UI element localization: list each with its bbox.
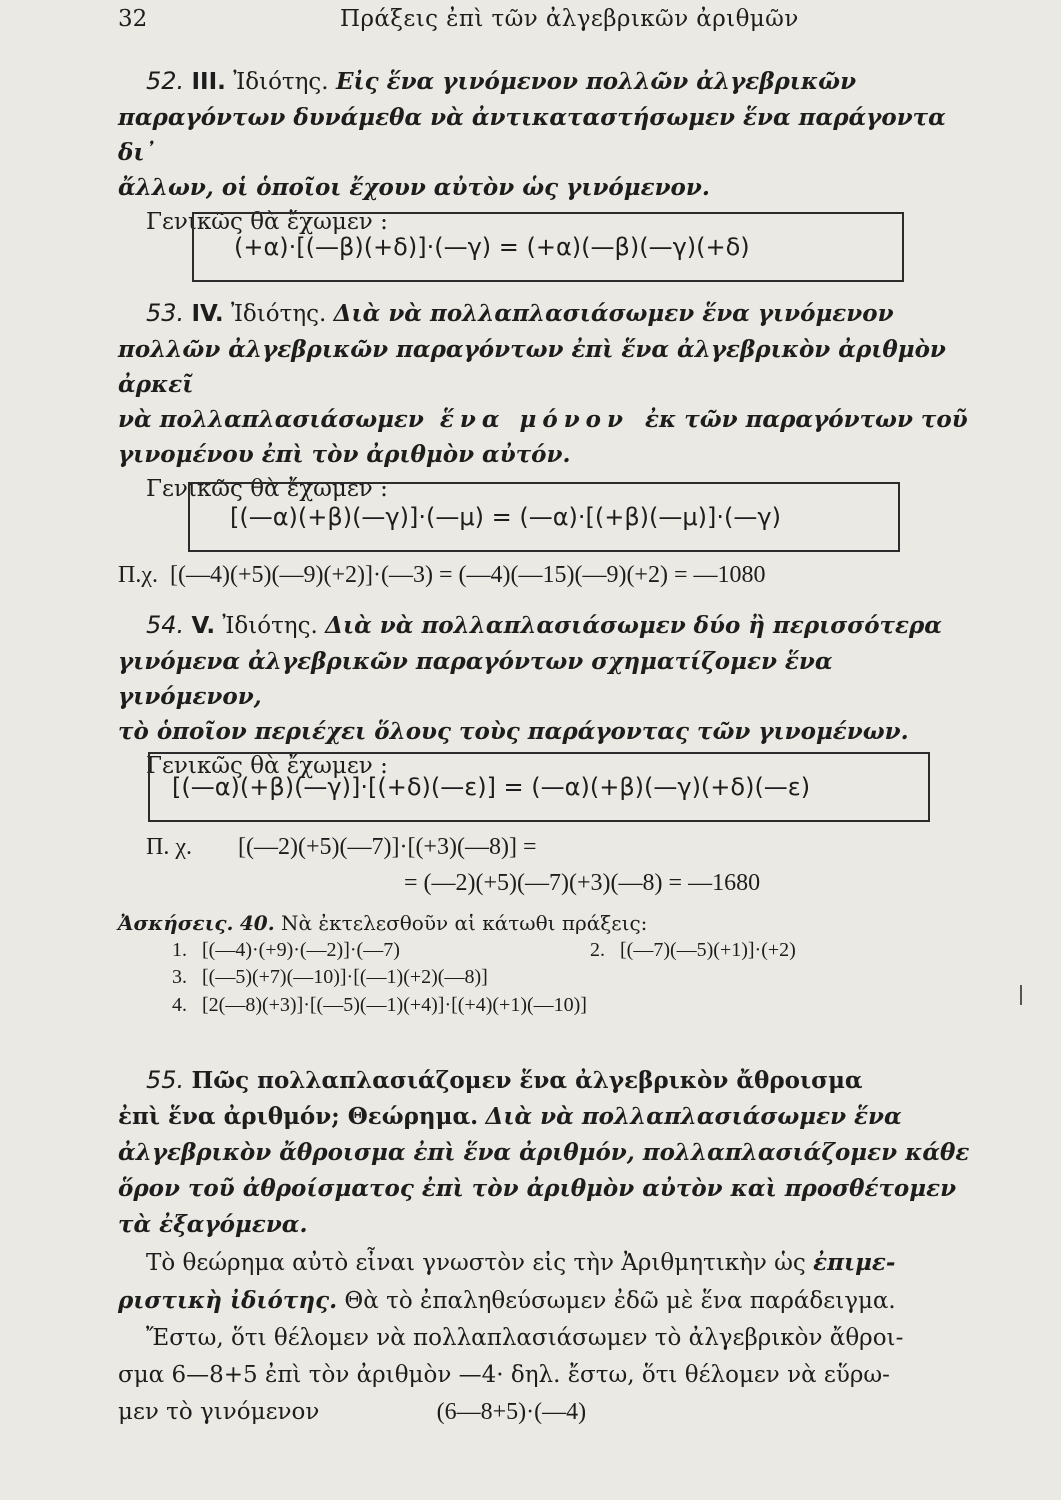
emphasis-term: ἐπιμε- [813,1249,896,1276]
paragraph-text: Ἔστω, ὅτι θέλομεν νὰ πολλαπλασιάσωμεν τὸ ἀλγεβρικὸν ἄθροι- [146,1325,904,1351]
exercise-expression: [(—7)(—5)(+1)]·(+2) [620,939,796,961]
section-55-explanation [118,1244,976,1431]
paragraph-text: Θὰ τὸ ἐπαληθεύσωμεν ἐδῶ μὲ ἕνα παράδειγμα. [344,1288,896,1314]
statement-line: Διὰ νὰ πολλαπλασιάσωμεν ἕνα γινόμενον [333,300,894,327]
paragraph-text: Τὸ θεώρημα αὐτὸ εἶναι γνωστὸν εἰς τὴν Ἀριθμητικὴν ὡς [146,1250,806,1276]
theorem-line: τὰ ἐξαγόμενα. [118,1211,308,1238]
example [146,834,536,861]
formula: [(—α)(+β)(—γ)]·(—μ) = (—α)·[(+β)(—μ)]·(—γ) [230,503,781,531]
exercise-number: 4. [172,994,187,1016]
page-number: 32 [118,6,148,32]
emphasis-spaced: ἕνα μόνον [439,406,629,433]
exercises-heading [118,911,647,935]
theorem-line: Διὰ νὰ πολλαπλασιάσωμεν ἕνα [485,1103,902,1130]
example-continuation: = (—2)(+5)(—7)(+3)(—8) = —1680 [404,870,761,896]
exercises-number: 40. [239,911,275,935]
section-number: 52. [146,67,185,95]
formula-box [148,752,930,822]
exercise-item [172,994,587,1017]
statement-line: Διὰ νὰ πολλαπλασιάσωμεν δύο ἢ περισσότερα [325,612,942,639]
statement-line: παραγόντων δυνάμεθα νὰ ἀντικαταστήσωμεν ἕνα παράγοντα δι᾽ [118,104,946,166]
running-title: Πράξεις ἐπὶ τῶν ἀλγεβρικῶν ἀριθμῶν [340,6,799,32]
theorem-line: ὅρον τοῦ ἀθροίσματος ἐπὶ τὸν ἀριθμὸν αὐτὸν καὶ προσθέτομεν [118,1175,957,1202]
exercise-item [590,939,796,962]
statement-line: τὸ ὁποῖον περιέχει ὅλους τοὺς παράγοντας τῶν γινομένων. [118,718,909,745]
statement-line: Εἰς ἕνα γινόμενον πολλῶν ἀλγεβρικῶν [335,68,857,95]
statement-line: γινόμενα ἀλγεβρικῶν παραγόντων σχηματίζομεν ἕνα γινόμενον, [118,648,833,710]
exercise-number: 3. [172,966,187,988]
theorem-line: ἀλγεβρικὸν ἄθροισμα ἐπὶ ἕνα ἀριθμόν, πολλαπλασιάζομεν κάθε [118,1139,970,1166]
property-label: Ἰδιότης. [233,69,329,95]
property-label: Ἰδιότης. [222,613,318,639]
running-header [118,6,978,40]
section-number: 54. [146,611,185,639]
exercise-item [172,966,488,989]
emphasis-term: ριστικὴ ἰδιότης. [118,1287,338,1314]
roman-numeral: V. [191,613,216,639]
exercises-intro: Νὰ ἐκτελεσθοῦν αἱ κάτωθι πράξεις: [281,911,648,935]
exercise-expression: [(—4)·(+9)·(—2)]·(—7) [202,939,400,961]
property-label: Ἰδιότης. [230,301,327,327]
section-53-statement [118,296,976,507]
general-form-label: Γενικῶς θὰ ἔχωμεν : [146,476,388,502]
roman-numeral: IV. [191,301,224,327]
exercise-expression: [(—5)(+7)(—10)]·[(—1)(+2)(—8)] [202,966,488,988]
exercise-number: 1. [172,939,187,961]
general-form-label: Γενικῶς θὰ ἔχωμεν : [146,209,388,235]
general-form-label: Γενικῶς θὰ ἔχωμεν : [146,753,388,779]
exercise-expression: [2(—8)(+3)]·[(—5)(—1)(+4)]·[(+4)(+1)(—10)] [202,994,587,1016]
statement-line: πολλῶν ἀλγεβρικῶν παραγόντων ἐπὶ ἕνα ἀλγεβρικὸν ἀριθμὸν ἀρκεῖ [118,336,946,398]
formula-box [188,482,900,552]
statement-line: ἄλλων, οἱ ὁποῖοι ἔχουν αὐτὸν ὡς γινόμενον. [118,174,710,201]
formula: [(—α)(+β)(—γ)]·[(+δ)(—ε)] = (—α)(+β)(—γ)(+δ)(—ε) [172,773,811,801]
margin-mark [1020,985,1022,1005]
statement-line: ἐκ τῶν παραγόντων τοῦ [645,406,968,433]
example-label: Π.χ. [118,562,158,588]
exercises-label: Ἀσκήσεις. [118,911,234,935]
paragraph-text: μεν τὸ γινόμενον [118,1399,320,1425]
example [118,562,766,589]
statement-line: γινομένου ἐπὶ τὸν ἀριθμὸν αὐτόν. [118,441,571,468]
roman-numeral: III. [191,69,226,95]
example-expression: (6—8+5)·(—4) [436,1399,587,1425]
statement-line: νὰ πολλαπλασιάσωμεν [118,406,424,433]
section-number: 55. [146,1066,185,1094]
formula-box [192,212,904,282]
exercise-number: 2. [590,939,605,961]
section-heading: Πῶς πολλαπλασιάζομεν ἕνα ἀλγεβρικὸν ἄθροισμα [191,1067,863,1094]
section-55-theorem [118,1062,976,1243]
formula: (+α)·[(—β)(+δ)]·(—γ) = (+α)(—β)(—γ)(+δ) [234,233,750,261]
exercise-item [172,939,400,962]
example-expression: [(—4)(+5)(—9)(+2)]·(—3) = (—4)(—15)(—9)(+2) = —1080 [169,562,766,588]
paragraph-text: σμα 6—8+5 ἐπὶ τὸν ἀριθμὸν —4· δηλ. ἔστω, ὅτι θέλομεν νὰ εὕρω- [118,1362,890,1388]
example-label: Π. χ. [146,834,192,860]
section-heading: ἐπὶ ἕνα ἀριθμόν; Θεώρημα. [118,1103,479,1130]
section-number: 53. [146,299,185,327]
example-expression: [(—2)(+5)(—7)]·[(+3)(—8)] = [237,834,537,860]
